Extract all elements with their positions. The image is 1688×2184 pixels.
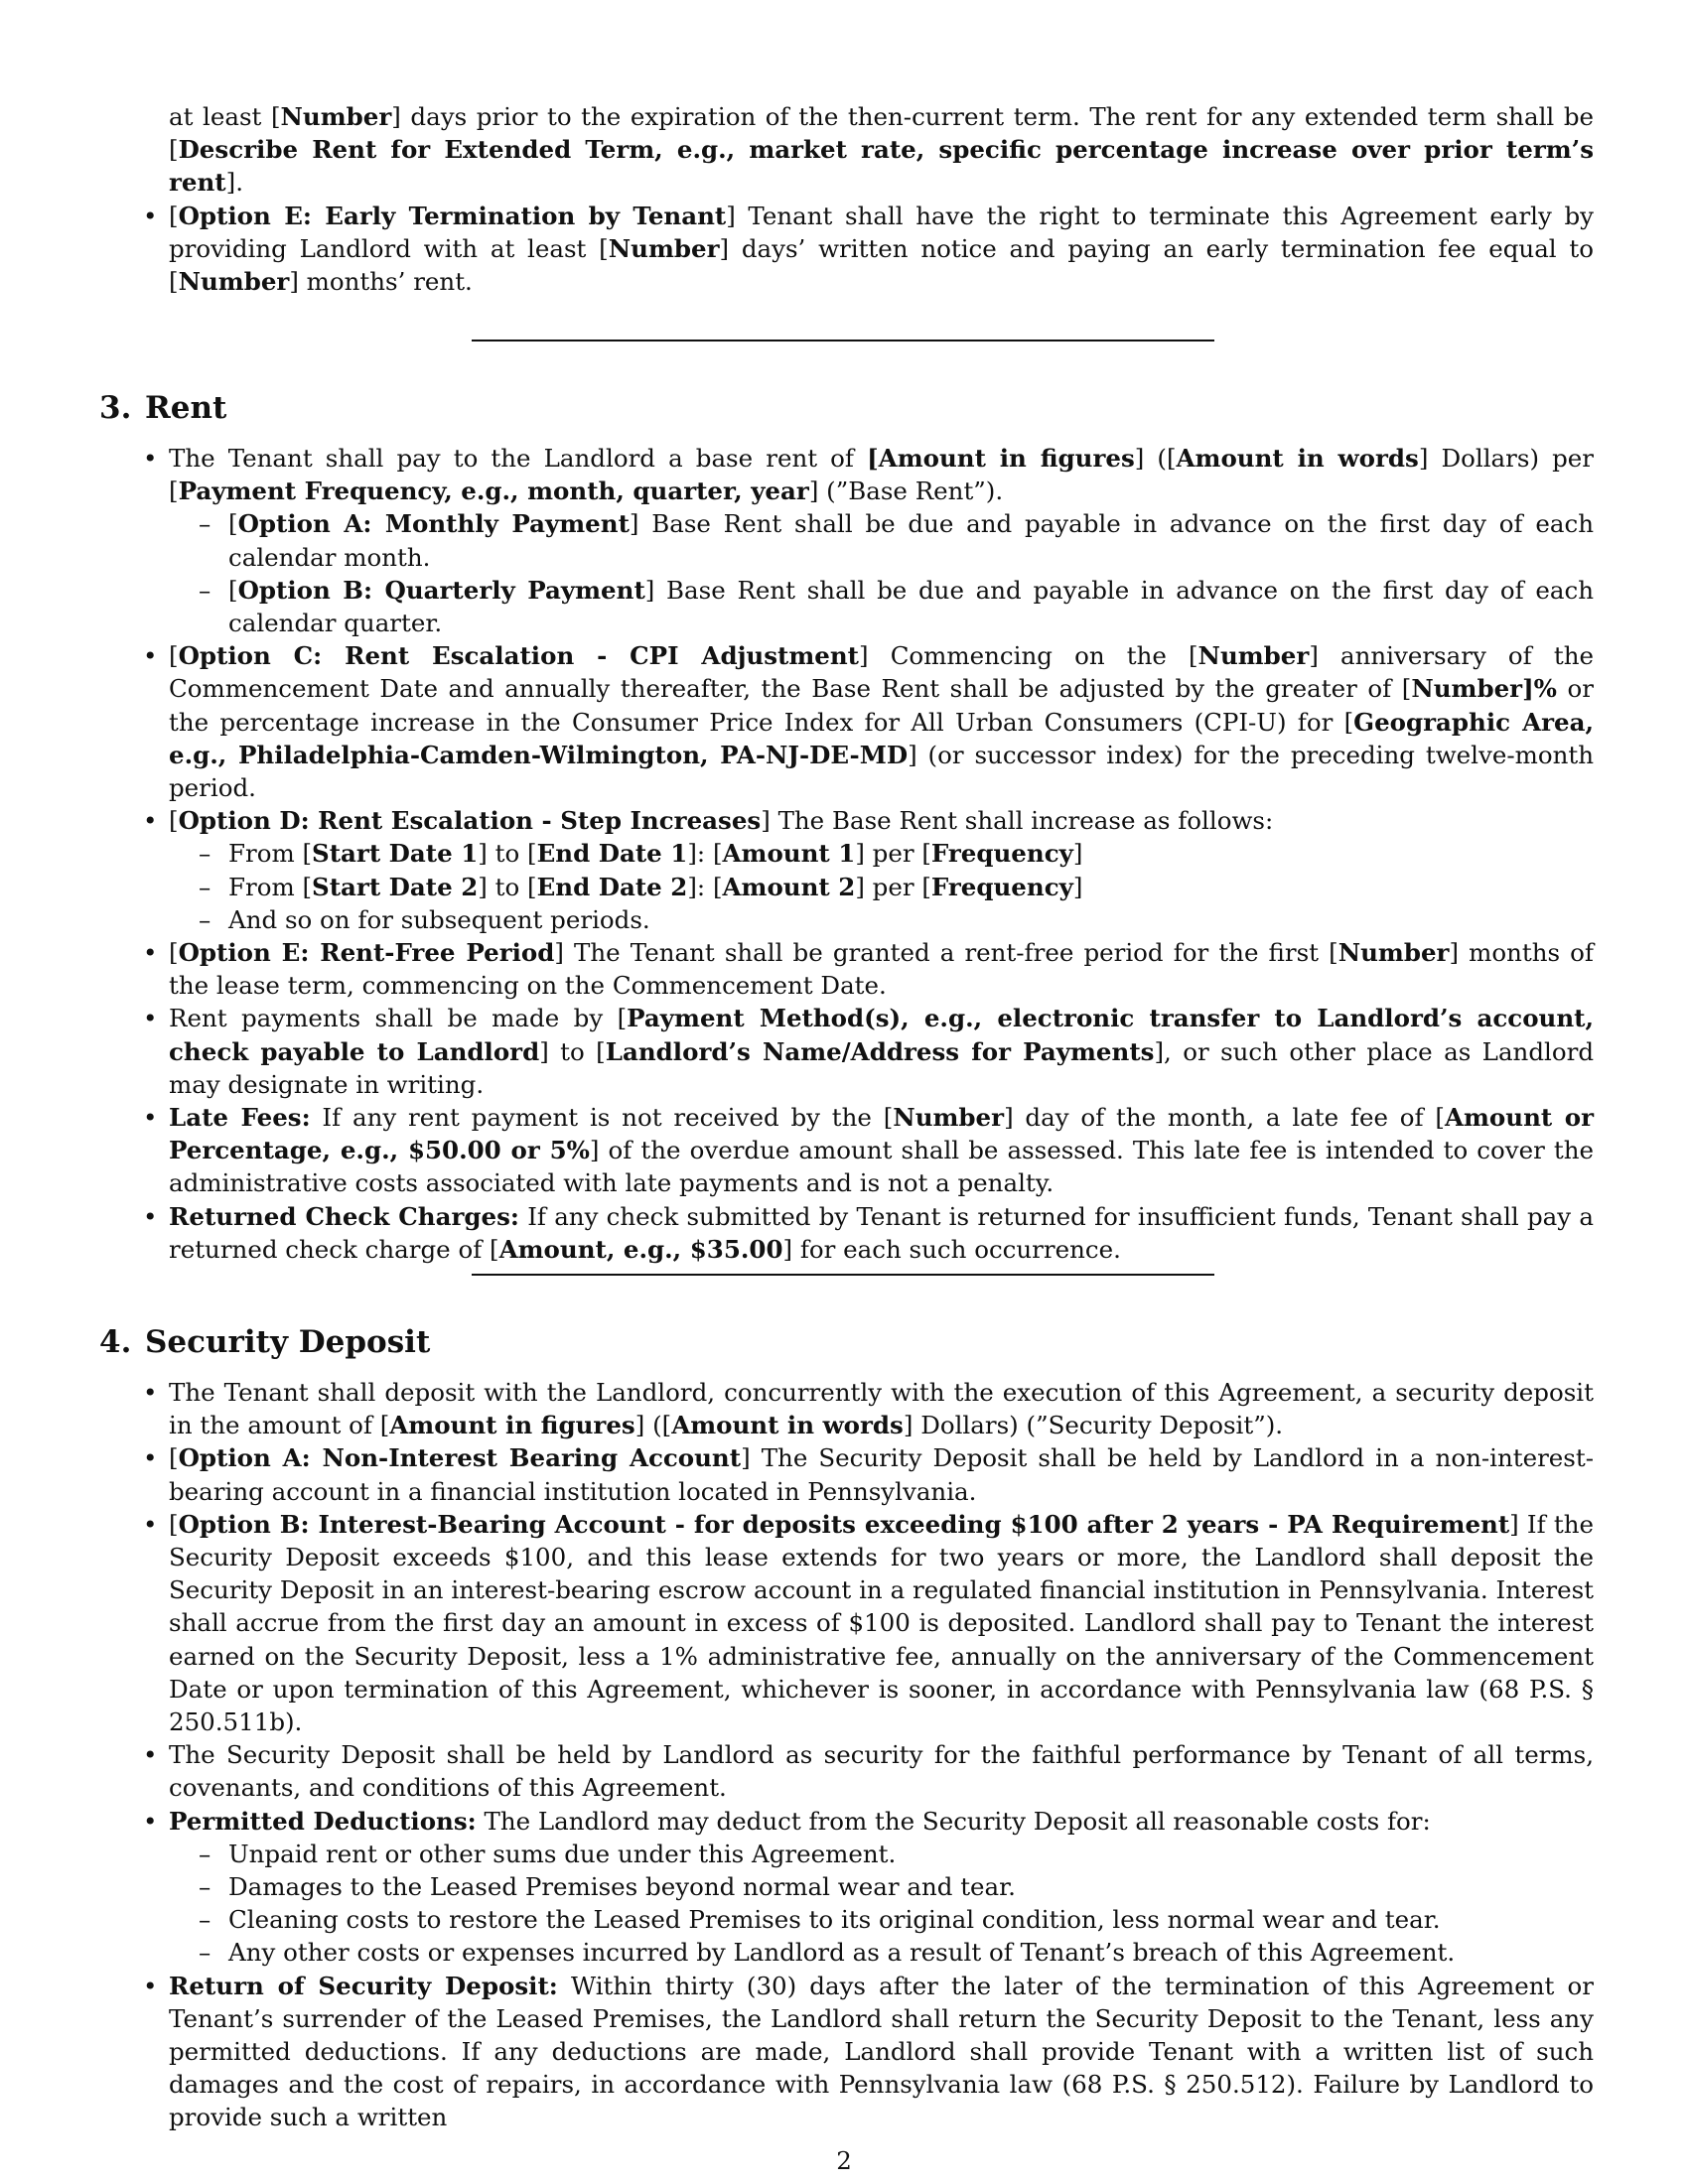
section-divider: [472, 1274, 1214, 1276]
text-run: ] Commencing on the [: [859, 641, 1198, 671]
clause-label: Returned Check Charges:: [169, 1201, 519, 1231]
text-run: ]%: [1522, 674, 1557, 704]
section-rent-body: [99, 442, 1594, 1266]
sub-item-monthly: [169, 507, 1594, 573]
option-label: Option A: Monthly Payment: [237, 509, 630, 539]
sub-item-deduction: – Any other costs or expenses incurred by Landlord as a result of Tenant’s breach of this Agreement.: [169, 1936, 1594, 1969]
placeholder-number: Number: [1337, 938, 1450, 968]
placeholder-extended-rent: Describe Rent for Extended Term, e.g., market rate, specific percentage increase over prior term’s rent: [169, 135, 1594, 198]
text-run: ] Dollars) (”Security Deposit”).: [903, 1411, 1284, 1440]
option-label: Option E: Rent-Free Period: [178, 938, 555, 968]
placeholder-geographic-area: Geographic Area, e.g., Philadelphia-Camden-Wilmington, PA-NJ-DE-MD: [169, 707, 1594, 769]
text-run: ]: [: [687, 872, 723, 901]
list-item-step-increases: [99, 804, 1594, 936]
section-title: Rent: [145, 390, 227, 426]
page-number: 2: [836, 2146, 852, 2175]
text-run: ]: [: [687, 839, 723, 869]
text-run: If any rent payment is not received by the [: [310, 1103, 894, 1133]
section-2-continuation: [99, 100, 1594, 298]
text-run: The Tenant shall deposit with the Landlord, concurrently with the execution of this Agreement, a security deposit in the amount of [: [169, 1378, 1594, 1440]
option-label: Option E: Early Termination by Tenant: [178, 201, 727, 230]
placeholder-amount: Amount 2: [722, 872, 856, 901]
sub-item-step-1: [169, 837, 1594, 870]
list-item-returned-check: [99, 1200, 1594, 1266]
text-run: ] Dollars) per [: [169, 444, 1594, 506]
text-run: [: [228, 509, 238, 539]
list-item-base-rent: [99, 442, 1594, 639]
text-run: Rent payments shall be made by [: [169, 1004, 628, 1033]
text-run: [: [169, 938, 179, 968]
placeholder-frequency: Frequency: [930, 872, 1073, 901]
placeholder-amount-figures: [Amount in figures: [867, 444, 1135, 473]
text-run: or the percentage increase in the Consumer Price Index for All Urban Consumers (CPI-U) for [: [169, 674, 1595, 737]
list-item-early-termination: [99, 200, 1594, 299]
text-run: ] to [: [478, 839, 537, 869]
list-item-deposit-amount: [99, 1376, 1594, 1441]
section-divider: [472, 340, 1214, 341]
clause-label: Late Fees:: [169, 1103, 311, 1133]
text-run: ] Base Rent shall be due and payable in advance on the first day of each calendar month.: [228, 509, 1594, 572]
sub-item-step-more: – And so on for subsequent periods.: [169, 903, 1594, 936]
placeholder-landlord-address: Landlord’s Name/Address for Payments: [605, 1036, 1155, 1066]
text-run: at least [: [169, 102, 281, 131]
option-label: Option D: Rent Escalation - Step Increases: [178, 806, 762, 836]
text-run: ] ([: [634, 1411, 672, 1440]
text-run: ] days’ written notice and paying an early termination fee equal to [: [169, 233, 1594, 297]
text-run: [: [169, 641, 179, 671]
text-run: ]: [1072, 839, 1083, 869]
text-run: The Landlord may deduct from the Security Deposit all reasonable costs for:: [476, 1806, 1431, 1836]
list-item-permitted-deductions: [99, 1805, 1594, 1970]
text-run: ], or such other place as Landlord may designate in writing.: [169, 1036, 1595, 1099]
clause-label: Return of Security Deposit:: [169, 1971, 558, 2000]
placeholder-start-date: Start Date 2: [312, 872, 479, 901]
list-item-non-interest: [99, 1441, 1594, 1507]
list-item-payment-method: [99, 1002, 1594, 1101]
bullet-list: [99, 442, 1594, 1266]
list-item-interest-bearing: [99, 1508, 1594, 1738]
text-run: ] per [: [855, 839, 931, 869]
placeholder-check-charge: Amount, e.g., $35.00: [498, 1234, 783, 1264]
renewal-continuation-text: [99, 100, 1594, 200]
sub-item-deduction: – Damages to the Leased Premises beyond normal wear and tear.: [169, 1870, 1594, 1903]
text-run: [: [169, 1509, 179, 1539]
sub-item-quarterly: [169, 574, 1594, 639]
list-item-cpi: [99, 639, 1594, 804]
text-run: ] per [: [855, 872, 931, 901]
placeholder-amount: Amount 1: [722, 839, 856, 869]
placeholder-payment-frequency: Payment Frequency, e.g., month, quarter, year: [178, 477, 809, 506]
placeholder-start-date: Start Date 1: [312, 839, 479, 869]
placeholder-end-date: End Date 2: [536, 872, 688, 901]
text-run: [: [169, 201, 179, 230]
placeholder-number: Number: [1411, 674, 1523, 704]
placeholder-frequency: Frequency: [930, 839, 1073, 869]
text-run: From [: [228, 839, 313, 869]
text-run: ] The Security Deposit shall be held by Landlord in a non-interest-bearing account in a financial institution located in Pennsylvania.: [169, 1443, 1594, 1506]
placeholder-number: Number: [1197, 641, 1310, 671]
text-run: ]: [1072, 872, 1083, 901]
sub-list: [169, 1838, 1594, 1970]
placeholder-late-fee: Amount or Percentage, e.g., $50.00 or 5%: [169, 1103, 1595, 1165]
section-deposit-body: [99, 1376, 1594, 2134]
section-heading-security-deposit: [99, 1324, 430, 1360]
text-run: ] If the Security Deposit exceeds $100, and this lease extends for two years or more, the Landlord shall deposit the Security Deposit in an interest-bearing escrow account in a regulated financial institution in Pennsylvania. Interest shall accrue from the first day an amount in excess of $100 is deposited. Landlord shall pay to Tenant the interest earned on the Security Deposit, less a 1% administrative fee, annually on the anniversary of the Commencement Date or upon termination of this Agreement, whichever is sooner, in accordance with Pennsylvania law (68 P.S. § 250.511b).: [169, 1509, 1594, 1737]
sub-list: [169, 837, 1594, 936]
text-run: [: [228, 575, 238, 605]
text-run: ].: [225, 168, 243, 198]
placeholder-amount-words: Amount in words: [671, 1411, 904, 1440]
placeholder-amount-figures: Amount in figures: [389, 1411, 635, 1440]
text-run: If any check submitted by Tenant is returned for insufficient funds, Tenant shall pay a returned check charge of [: [169, 1201, 1594, 1264]
option-label: Option B: Interest-Bearing Account - for deposits exceeding $100 after 2 years - PA Requirement: [178, 1509, 1510, 1539]
placeholder-payment-method: Payment Method(s), e.g., electronic transfer to Landlord’s account, check payable to Landlord: [169, 1004, 1595, 1066]
bullet-list: [99, 200, 1594, 299]
text-run: ] of the overdue amount shall be assessed. This late fee is intended to cover the administrative costs associated with late payments and is not a penalty.: [169, 1136, 1594, 1198]
placeholder-number: Number: [280, 102, 392, 131]
text-run: ] months of the lease term, commencing on the Commencement Date.: [169, 938, 1594, 1001]
text-run: ] (or successor index) for the preceding twelve-month period.: [169, 740, 1595, 803]
sub-item-step-2: [169, 871, 1594, 903]
text-run: ] to [: [478, 872, 537, 901]
text-run: ] for each such occurrence.: [782, 1234, 1121, 1264]
text-run: ] Base Rent shall be due and payable in advance on the first day of each calendar quarter.: [228, 575, 1594, 638]
list-item-late-fees: [99, 1101, 1594, 1200]
text-run: ] to [: [539, 1036, 606, 1066]
section-number: 3.: [99, 390, 132, 426]
text-run: ] anniversary of the Commencement Date and annually thereafter, the Base Rent shall be adjusted by the greater of [: [169, 641, 1594, 704]
placeholder-end-date: End Date 1: [536, 839, 688, 869]
text-run: ] day of the month, a late fee of [: [1004, 1103, 1445, 1133]
placeholder-number: Number: [893, 1103, 1005, 1133]
option-label: Option A: Non-Interest Bearing Account: [178, 1443, 742, 1473]
section-number: 4.: [99, 1324, 132, 1360]
text-run: ] months’ rent.: [289, 267, 473, 297]
option-label: Option C: Rent Escalation - CPI Adjustment: [178, 641, 859, 671]
sub-list: [169, 507, 1594, 639]
text-run: ] days prior to the expiration of the then-current term. The rent for any extended term shall be [: [169, 102, 1594, 165]
text-run: From [: [228, 872, 313, 901]
text-run: [: [169, 806, 179, 836]
section-title: Security Deposit: [145, 1324, 431, 1360]
bullet-list: [99, 1376, 1594, 2134]
placeholder-number: Number: [178, 267, 290, 297]
text-run: The Tenant shall pay to the Landlord a base rent of: [169, 444, 868, 473]
sub-item-deduction: – Unpaid rent or other sums due under this Agreement.: [169, 1838, 1594, 1870]
text-run: ] The Base Rent shall increase as follows:: [761, 806, 1274, 836]
text-run: Within thirty (30) days after the later of the termination of this Agreement or Tenant’s surrender of the Leased Premises, the Landlord shall return the Security Deposit to the Tenant, less any permitted deductions. If any deductions are made, Landlord shall provide Tenant with a written list of such damages and the cost of repairs, in accordance with Pennsylvania law (68 P.S. § 250.512). Failure by Landlord to provide such a written: [169, 1971, 1594, 2132]
text-run: ] Tenant shall have the right to terminate this Agreement early by providing Landlord with at least [: [169, 201, 1595, 263]
placeholder-number: Number: [608, 233, 720, 263]
option-label: Option B: Quarterly Payment: [237, 575, 645, 605]
text-run: [: [169, 1443, 179, 1473]
clause-label: Permitted Deductions:: [169, 1806, 477, 1836]
list-item-deposit-held: • The Security Deposit shall be held by Landlord as security for the faithful performance by Tenant of all terms, covenants, and conditions of this Agreement.: [99, 1738, 1594, 1804]
text-run: ] The Tenant shall be granted a rent-free period for the first [: [554, 938, 1338, 968]
list-item-rent-free: [99, 936, 1594, 1002]
text-run: ] ([: [1134, 444, 1177, 473]
placeholder-amount-words: Amount in words: [1176, 444, 1419, 473]
text-run: ] (”Base Rent”).: [808, 477, 1004, 506]
list-item-return-deposit: [99, 1970, 1594, 2134]
sub-item-deduction: – Cleaning costs to restore the Leased Premises to its original condition, less normal wear and tear.: [169, 1903, 1594, 1936]
section-heading-rent: [99, 390, 226, 426]
